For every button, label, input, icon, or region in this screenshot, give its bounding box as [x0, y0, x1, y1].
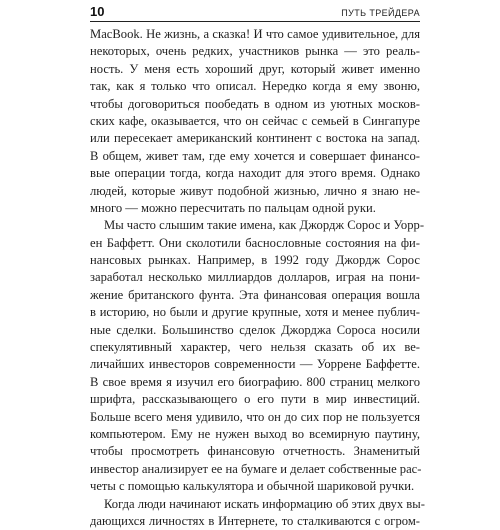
text-line: четы с помощью калькулятора и обычной шариковой ручки.	[90, 479, 415, 494]
text-line: ских кафе, оказывается, что он сейчас с семьей в Сингапуре	[90, 113, 420, 128]
text-line: Больше всего меня удивило, что он до сих пор не пользуется	[90, 409, 420, 424]
running-head	[90, 4, 420, 22]
text-line: личайших инвесторов современности — Уоррене Баффетте.	[90, 357, 420, 372]
text-line: вые операции тогда, когда находит для этого время. Однако	[90, 166, 420, 181]
text-line: нансовых рынках. Например, в 1992 году Джордж Сорос	[90, 253, 420, 268]
text-line: В свое время я изучил его биографию. 800 страниц мелкого	[90, 374, 420, 389]
text-line: Мы часто слышим такие имена, как Джордж Сорос и Уорр-	[104, 218, 425, 233]
text-line: или пересекает американский континент с востока на запад.	[90, 131, 420, 146]
text-line: инвестор анализирует ее на бумаге и делает собственные рас-	[90, 461, 422, 476]
text-line: так, как я только что описал. Нередко когда я ему звоню,	[90, 79, 420, 94]
text-line: ность. У меня есть хороший друг, который живет именно	[90, 61, 420, 76]
text-line: людей, которые живут подобной жизнью, лично я знаю не-	[90, 183, 420, 198]
text-line: много — можно пересчитать по пальцам одной руки.	[90, 200, 376, 215]
text-line: чтобы просмотреть финансовую отчетность. Знаменитый	[90, 444, 420, 459]
text-line: ен Баффетт. Они сколотили баснословные состояния на фи-	[90, 235, 420, 250]
text-line: MacBook. Не жизнь, а сказка! И что самое удивительное, для	[90, 27, 420, 41]
text-line: шрифта, рассказывающего о его пути в мир инвестиций.	[90, 392, 420, 407]
header-rule	[90, 21, 420, 22]
text-line: в историю, но были и другие крупные, хотя и менее публич-	[90, 305, 420, 320]
text-line: компьютером. Ему не нужен выход во всемирную паутину,	[90, 426, 420, 441]
text-line: чтобы договориться пообедать в одном из уютных москов-	[90, 96, 420, 111]
body-text	[90, 26, 425, 530]
text-line: спекулятивный характер, чего нельзя сказать об их ве-	[90, 340, 420, 355]
page-number: 10	[90, 4, 105, 19]
text-line: некоторых, очень редких, участников рынка — это реаль-	[90, 44, 420, 59]
running-title: ПУТЬ ТРЕЙДЕРА	[341, 8, 420, 18]
text-line: Когда люди начинают искать информацию об этих двух вы-	[104, 496, 425, 511]
text-line: дающихся личностях в Интернете, то сталкиваются с огром-	[90, 513, 420, 528]
text-line: жение британского фунта. Эта финансовая операция вошла	[90, 287, 420, 302]
text-line: В общем, живет там, где ему хочется и совершает финансо-	[90, 148, 420, 163]
text-line: заработал несколько миллиардов долларов, играя на пони-	[90, 270, 420, 285]
text-line: ные сделки. Большинство сделок Джорджа Сороса носили	[90, 322, 420, 337]
